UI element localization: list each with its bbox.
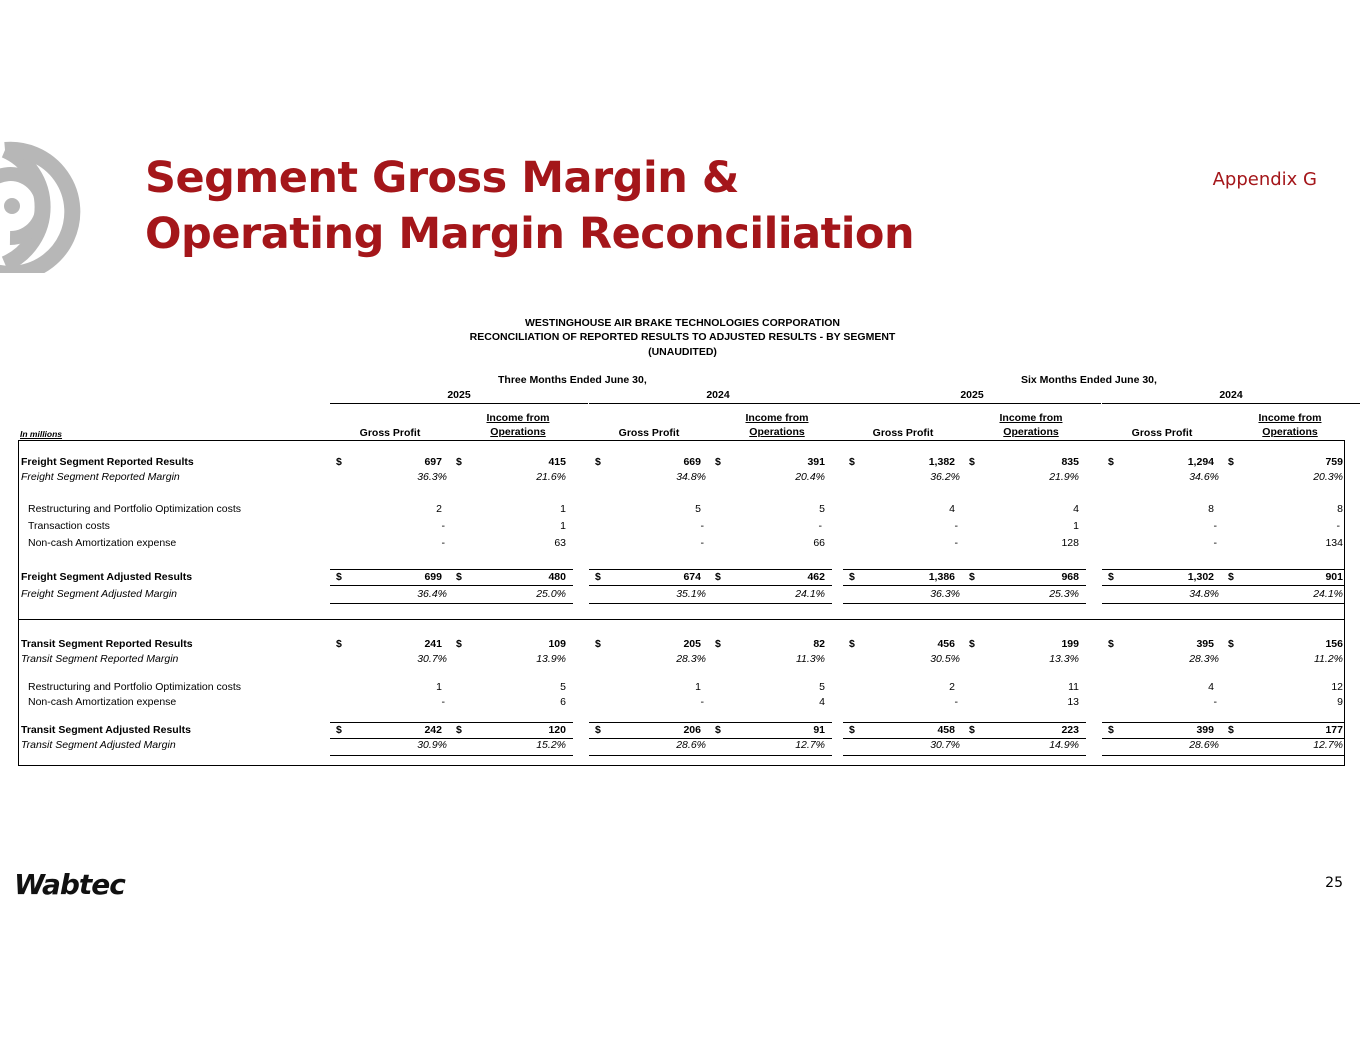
cell-gross-profit: 35.1% xyxy=(676,588,706,600)
currency-symbol: $ xyxy=(1228,638,1234,650)
cell-gross-profit: 1,382 xyxy=(928,456,955,468)
cell-income-from-operations: 120 xyxy=(548,724,566,736)
cell-income-from-operations: 13.9% xyxy=(536,653,566,665)
cell-gross-profit: 28.3% xyxy=(1189,653,1219,665)
currency-symbol: $ xyxy=(849,456,855,468)
cell-gross-profit: 36.2% xyxy=(930,471,960,483)
row-label: Transaction costs xyxy=(28,520,110,532)
cell-income-from-operations: 5 xyxy=(819,681,825,693)
col-header-income-from-operations xyxy=(468,411,568,439)
cell-income-from-operations: 156 xyxy=(1325,638,1343,650)
table-row xyxy=(18,471,1345,487)
cell-gross-profit: 30.7% xyxy=(417,653,447,665)
currency-symbol: $ xyxy=(1108,724,1114,736)
cell-income-from-operations: 5 xyxy=(819,503,825,515)
cell-gross-profit: 674 xyxy=(683,571,701,583)
cell-income-from-operations: 25.3% xyxy=(1049,588,1079,600)
cell-income-from-operations: 109 xyxy=(548,638,566,650)
cell-gross-profit: 1,302 xyxy=(1187,571,1214,583)
currency-symbol: $ xyxy=(849,724,855,736)
cell-income-from-operations: 759 xyxy=(1325,456,1343,468)
cell-income-from-operations: 25.0% xyxy=(536,588,566,600)
cell-gross-profit: 241 xyxy=(424,638,442,650)
col-header-income-from-operations xyxy=(981,411,1081,439)
cell-income-from-operations: 11.3% xyxy=(796,653,825,665)
cell-income-from-operations: 415 xyxy=(548,456,566,468)
period-three-months: Three Months Ended June 30, xyxy=(498,374,647,386)
col-header-income-line1: Income from xyxy=(745,412,809,424)
table-row xyxy=(18,653,1345,669)
wabtec-logo-mark-icon xyxy=(0,138,120,273)
cell-income-from-operations: 128 xyxy=(1061,537,1079,549)
subtotal-rule xyxy=(589,603,832,604)
row-label: Non-cash Amortization expense xyxy=(28,696,177,708)
table-row xyxy=(18,588,1345,604)
cell-income-from-operations: 1 xyxy=(560,520,566,532)
cell-income-from-operations: 24.1% xyxy=(1313,588,1343,600)
col-header-gross-profit-label: Gross Profit xyxy=(872,427,934,439)
col-header-gross-profit-label: Gross Profit xyxy=(1131,427,1193,439)
page-title-line2: Operating Margin Reconciliation xyxy=(145,209,915,259)
cell-gross-profit: - xyxy=(441,537,445,549)
subtotal-rule xyxy=(843,738,1086,739)
currency-symbol: $ xyxy=(1228,724,1234,736)
currency-symbol: $ xyxy=(336,456,342,468)
cell-income-from-operations: 6 xyxy=(560,696,566,708)
currency-symbol: $ xyxy=(595,456,601,468)
cell-income-from-operations: 12.7% xyxy=(795,739,825,751)
cell-gross-profit: 5 xyxy=(695,503,701,515)
cell-gross-profit: 456 xyxy=(937,638,955,650)
cell-gross-profit: - xyxy=(700,520,704,532)
cell-income-from-operations: 901 xyxy=(1325,571,1343,583)
cell-gross-profit: - xyxy=(1213,537,1217,549)
currency-symbol: $ xyxy=(336,724,342,736)
row-label: Restructuring and Portfolio Optimization costs xyxy=(28,681,242,693)
currency-symbol: $ xyxy=(595,571,601,583)
year-header: 2024 xyxy=(1102,389,1360,404)
cell-income-from-operations: 11 xyxy=(1068,681,1079,693)
currency-symbol: $ xyxy=(456,724,462,736)
currency-symbol: $ xyxy=(849,638,855,650)
page-title xyxy=(145,150,914,262)
cell-income-from-operations: 12 xyxy=(1331,681,1343,693)
subtotal-rule xyxy=(330,585,573,586)
cell-gross-profit: 399 xyxy=(1196,724,1214,736)
cell-income-from-operations: 223 xyxy=(1061,724,1079,736)
cell-income-from-operations: 835 xyxy=(1061,456,1079,468)
cell-gross-profit: 28.6% xyxy=(676,739,706,751)
cell-gross-profit: - xyxy=(954,520,958,532)
cell-income-from-operations: 91 xyxy=(813,724,825,736)
subtotal-rule xyxy=(589,722,832,723)
cell-gross-profit: 4 xyxy=(949,503,955,515)
col-header-gross-profit-label: Gross Profit xyxy=(359,427,421,439)
currency-symbol: $ xyxy=(849,571,855,583)
page-number: 25 xyxy=(1325,875,1343,891)
cell-income-from-operations: 480 xyxy=(548,571,566,583)
cell-gross-profit: 1,294 xyxy=(1187,456,1214,468)
row-label: Transit Segment Adjusted Margin xyxy=(21,739,176,751)
appendix-label: Appendix G xyxy=(1212,169,1317,190)
subtotal-rule xyxy=(589,738,832,739)
currency-symbol: $ xyxy=(456,638,462,650)
table-row xyxy=(18,456,1345,472)
cell-income-from-operations: 14.9% xyxy=(1049,739,1079,751)
cell-gross-profit: 2 xyxy=(949,681,955,693)
col-header-gross-profit-label: Gross Profit xyxy=(618,427,680,439)
cell-income-from-operations: 24.1% xyxy=(795,588,825,600)
cell-income-from-operations: - xyxy=(818,520,822,532)
currency-symbol: $ xyxy=(336,571,342,583)
table-row xyxy=(18,696,1345,712)
row-label: Freight Segment Adjusted Margin xyxy=(21,588,178,600)
cell-gross-profit: 458 xyxy=(937,724,955,736)
cell-income-from-operations: 13.3% xyxy=(1049,653,1079,665)
table-row xyxy=(18,638,1345,654)
wabtec-logo: Wabtec xyxy=(14,868,125,901)
col-header-income-line1: Income from xyxy=(999,412,1063,424)
report-subtitle: RECONCILIATION OF REPORTED RESULTS TO ADJUSTED RESULTS - BY SEGMENT xyxy=(469,331,896,343)
table-row xyxy=(18,520,1345,536)
currency-symbol: $ xyxy=(1108,638,1114,650)
cell-gross-profit: - xyxy=(1213,520,1217,532)
cell-income-from-operations: 177 xyxy=(1325,724,1343,736)
cell-income-from-operations: 391 xyxy=(807,456,825,468)
currency-symbol: $ xyxy=(1228,571,1234,583)
subtotal-rule xyxy=(330,603,573,604)
row-label: Transit Segment Adjusted Results xyxy=(21,724,191,736)
subtotal-rule xyxy=(589,755,832,756)
row-label: Transit Segment Reported Margin xyxy=(21,653,179,665)
cell-income-from-operations: 9 xyxy=(1337,696,1343,708)
cell-gross-profit: 1 xyxy=(436,681,442,693)
subtotal-rule xyxy=(843,603,1086,604)
subtotal-rule xyxy=(330,738,573,739)
cell-income-from-operations: - xyxy=(1336,520,1340,532)
currency-symbol: $ xyxy=(456,571,462,583)
table-row xyxy=(18,503,1345,519)
cell-gross-profit: 30.9% xyxy=(417,739,447,751)
subtotal-rule xyxy=(1102,755,1345,756)
subtotal-rule xyxy=(589,569,832,570)
cell-gross-profit: 30.5% xyxy=(930,653,960,665)
cell-gross-profit: - xyxy=(954,537,958,549)
subtotal-rule xyxy=(843,722,1086,723)
subtotal-rule xyxy=(1102,738,1345,739)
cell-gross-profit: - xyxy=(1213,696,1217,708)
cell-income-from-operations: 20.3% xyxy=(1313,471,1343,483)
subtotal-rule xyxy=(1102,603,1345,604)
row-label: Freight Segment Reported Results xyxy=(21,456,194,468)
cell-gross-profit: - xyxy=(700,696,704,708)
cell-gross-profit: 4 xyxy=(1208,681,1214,693)
col-header-gross-profit xyxy=(599,426,699,440)
currency-symbol: $ xyxy=(595,724,601,736)
currency-symbol: $ xyxy=(715,456,721,468)
cell-income-from-operations: 21.6% xyxy=(536,471,566,483)
cell-income-from-operations: 134 xyxy=(1325,537,1343,549)
section-divider xyxy=(18,619,1345,620)
cell-income-from-operations: 82 xyxy=(813,638,825,650)
cell-gross-profit: 205 xyxy=(683,638,701,650)
cell-gross-profit: 28.3% xyxy=(676,653,706,665)
cell-income-from-operations: 66 xyxy=(813,537,825,549)
cell-gross-profit: - xyxy=(700,537,704,549)
cell-income-from-operations: 5 xyxy=(560,681,566,693)
cell-income-from-operations: 12.7% xyxy=(1313,739,1343,751)
cell-gross-profit: 30.7% xyxy=(930,739,960,751)
currency-symbol: $ xyxy=(336,638,342,650)
year-header: 2024 xyxy=(589,389,847,404)
col-header-income-line2: Operations xyxy=(1003,426,1059,438)
subtotal-rule xyxy=(330,755,573,756)
cell-income-from-operations: 462 xyxy=(807,571,825,583)
currency-symbol: $ xyxy=(715,638,721,650)
cell-income-from-operations: 11.2% xyxy=(1314,653,1343,665)
cell-gross-profit: 36.4% xyxy=(417,588,447,600)
report-unaudited: (UNAUDITED) xyxy=(648,346,717,358)
col-header-income-line1: Income from xyxy=(486,412,550,424)
currency-symbol: $ xyxy=(969,724,975,736)
cell-gross-profit: - xyxy=(441,696,445,708)
report-company: WESTINGHOUSE AIR BRAKE TECHNOLOGIES CORPORATION xyxy=(524,317,840,329)
table-row xyxy=(18,739,1345,755)
cell-gross-profit: 36.3% xyxy=(417,471,447,483)
subtotal-rule xyxy=(1102,569,1345,570)
cell-gross-profit: 1,386 xyxy=(928,571,955,583)
col-header-gross-profit xyxy=(1112,426,1212,440)
cell-gross-profit: 34.8% xyxy=(676,471,706,483)
currency-symbol: $ xyxy=(969,456,975,468)
cell-income-from-operations: 968 xyxy=(1061,571,1079,583)
currency-symbol: $ xyxy=(1108,456,1114,468)
row-label: Freight Segment Reported Margin xyxy=(21,471,180,483)
cell-income-from-operations: 1 xyxy=(560,503,566,515)
col-header-gross-profit xyxy=(853,426,953,440)
cell-income-from-operations: 8 xyxy=(1337,503,1343,515)
cell-gross-profit: 697 xyxy=(424,456,442,468)
subtotal-rule xyxy=(330,569,573,570)
currency-symbol: $ xyxy=(1228,456,1234,468)
col-header-gross-profit xyxy=(340,426,440,440)
col-header-income-line2: Operations xyxy=(490,426,546,438)
cell-gross-profit: 8 xyxy=(1208,503,1214,515)
cell-gross-profit: 1 xyxy=(695,681,701,693)
cell-income-from-operations: 21.9% xyxy=(1049,471,1079,483)
cell-gross-profit: 34.6% xyxy=(1189,471,1219,483)
row-label: Transit Segment Reported Results xyxy=(21,638,193,650)
cell-income-from-operations: 1 xyxy=(1073,520,1079,532)
currency-symbol: $ xyxy=(715,571,721,583)
subtotal-rule xyxy=(1102,722,1345,723)
table-row xyxy=(18,537,1345,553)
subtotal-rule xyxy=(843,585,1086,586)
col-header-income-line2: Operations xyxy=(1262,426,1318,438)
currency-symbol: $ xyxy=(456,456,462,468)
cell-gross-profit: 669 xyxy=(683,456,701,468)
period-six-months: Six Months Ended June 30, xyxy=(1021,374,1157,386)
cell-income-from-operations: 199 xyxy=(1061,638,1079,650)
currency-symbol: $ xyxy=(595,638,601,650)
currency-symbol: $ xyxy=(969,571,975,583)
cell-income-from-operations: 15.2% xyxy=(536,739,566,751)
currency-symbol: $ xyxy=(969,638,975,650)
page-title-line1: Segment Gross Margin & xyxy=(145,153,739,203)
cell-gross-profit: 206 xyxy=(683,724,701,736)
subtotal-rule xyxy=(1102,585,1345,586)
row-label: Restructuring and Portfolio Optimization costs xyxy=(28,503,242,515)
cell-gross-profit: 395 xyxy=(1196,638,1214,650)
subtotal-rule xyxy=(843,569,1086,570)
cell-gross-profit: 699 xyxy=(424,571,442,583)
subtotal-rule xyxy=(589,585,832,586)
cell-income-from-operations: 20.4% xyxy=(795,471,825,483)
col-header-income-line2: Operations xyxy=(749,426,805,438)
cell-income-from-operations: 63 xyxy=(554,537,566,549)
row-label: Non-cash Amortization expense xyxy=(28,537,177,549)
cell-income-from-operations: 4 xyxy=(819,696,825,708)
col-header-income-from-operations xyxy=(727,411,827,439)
cell-gross-profit: - xyxy=(441,520,445,532)
table-row xyxy=(18,681,1345,697)
year-header: 2025 xyxy=(843,389,1101,404)
col-header-income-from-operations xyxy=(1240,411,1340,439)
cell-gross-profit: 36.3% xyxy=(930,588,960,600)
cell-gross-profit: 28.6% xyxy=(1189,739,1219,751)
year-header: 2025 xyxy=(330,389,588,404)
col-header-income-line1: Income from xyxy=(1258,412,1322,424)
units-label: In millions xyxy=(20,429,63,439)
cell-gross-profit: 2 xyxy=(436,503,442,515)
cell-gross-profit: 34.8% xyxy=(1189,588,1219,600)
currency-symbol: $ xyxy=(1108,571,1114,583)
subtotal-rule xyxy=(843,755,1086,756)
cell-gross-profit: 242 xyxy=(424,724,442,736)
cell-income-from-operations: 4 xyxy=(1073,503,1079,515)
row-label: Freight Segment Adjusted Results xyxy=(21,571,193,583)
subtotal-rule xyxy=(330,722,573,723)
cell-gross-profit: - xyxy=(954,696,958,708)
currency-symbol: $ xyxy=(715,724,721,736)
cell-income-from-operations: 13 xyxy=(1067,696,1079,708)
